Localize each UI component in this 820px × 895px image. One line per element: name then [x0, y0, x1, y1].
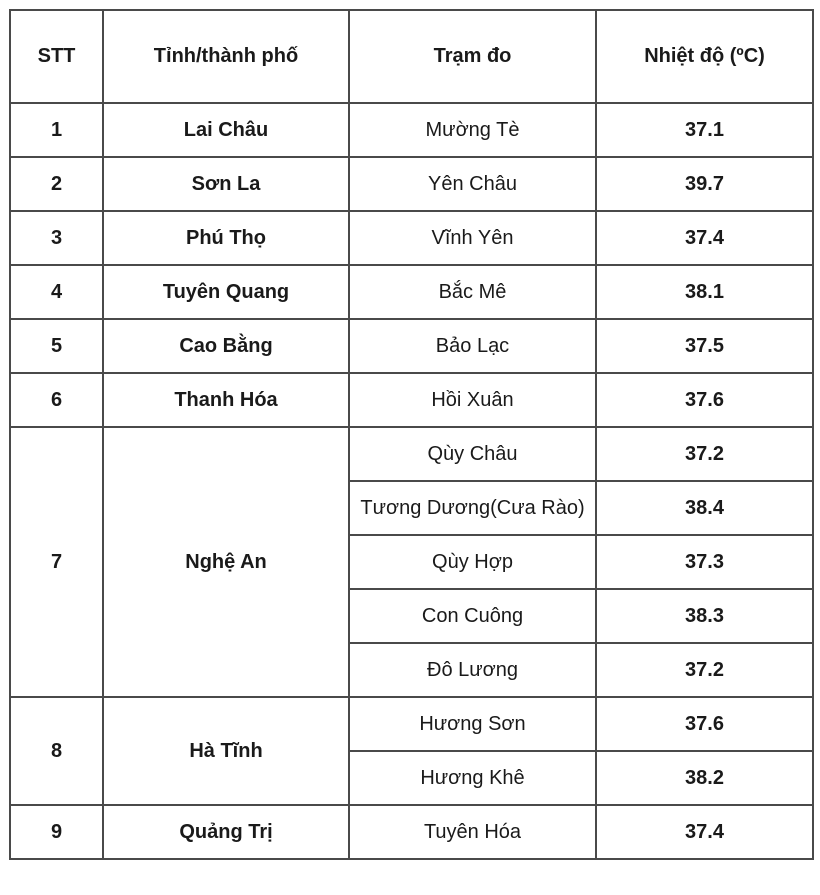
table-row: [10, 157, 813, 211]
header-station: Trạm đo: [349, 10, 596, 103]
table-row: [10, 373, 813, 427]
cell-temperature: 37.1: [596, 103, 813, 157]
cell-province: Nghệ An: [103, 427, 349, 697]
cell-stt: 9: [10, 805, 103, 859]
cell-temperature: 37.2: [596, 427, 813, 481]
cell-stt: 4: [10, 265, 103, 319]
cell-temperature: 38.4: [596, 481, 813, 535]
cell-temperature: 37.4: [596, 805, 813, 859]
cell-station: Qùy Châu: [349, 427, 596, 481]
cell-station: Đô Lương: [349, 643, 596, 697]
cell-province: Phú Thọ: [103, 211, 349, 265]
cell-temperature: 38.1: [596, 265, 813, 319]
table-row: [10, 805, 813, 859]
cell-stt: 5: [10, 319, 103, 373]
cell-station: Con Cuông: [349, 589, 596, 643]
cell-temperature: 39.7: [596, 157, 813, 211]
header-row: [10, 10, 813, 103]
cell-station: Bắc Mê: [349, 265, 596, 319]
cell-province: Cao Bằng: [103, 319, 349, 373]
cell-temperature: 37.3: [596, 535, 813, 589]
cell-province: Hà Tĩnh: [103, 697, 349, 805]
cell-stt: 1: [10, 103, 103, 157]
cell-stt: 8: [10, 697, 103, 805]
cell-station: Tương Dương(Cưa Rào): [349, 481, 596, 535]
cell-province: Thanh Hóa: [103, 373, 349, 427]
cell-station: Yên Châu: [349, 157, 596, 211]
table-row: [10, 319, 813, 373]
cell-station: Vĩnh Yên: [349, 211, 596, 265]
header-province: Tỉnh/thành phố: [103, 10, 349, 103]
cell-temperature: 37.4: [596, 211, 813, 265]
temperature-table: [9, 9, 814, 860]
cell-station: Hương Khê: [349, 751, 596, 805]
cell-province: Quảng Trị: [103, 805, 349, 859]
header-temperature: Nhiệt độ (ºC): [596, 10, 813, 103]
table-row: [10, 427, 813, 481]
table-row: [10, 211, 813, 265]
table-row: [10, 103, 813, 157]
cell-stt: 7: [10, 427, 103, 697]
cell-temperature: 38.3: [596, 589, 813, 643]
cell-province: Tuyên Quang: [103, 265, 349, 319]
cell-stt: 2: [10, 157, 103, 211]
cell-stt: 3: [10, 211, 103, 265]
cell-station: Hương Sơn: [349, 697, 596, 751]
table-row: [10, 265, 813, 319]
cell-station: Hồi Xuân: [349, 373, 596, 427]
cell-temperature: 37.6: [596, 373, 813, 427]
cell-station: Mường Tè: [349, 103, 596, 157]
cell-temperature: 37.5: [596, 319, 813, 373]
cell-province: Sơn La: [103, 157, 349, 211]
cell-temperature: 37.2: [596, 643, 813, 697]
table-body: [10, 103, 813, 859]
table-header: [10, 10, 813, 103]
cell-station: Bảo Lạc: [349, 319, 596, 373]
temperature-table-container: [9, 9, 812, 860]
cell-station: Qùy Hợp: [349, 535, 596, 589]
cell-province: Lai Châu: [103, 103, 349, 157]
cell-station: Tuyên Hóa: [349, 805, 596, 859]
cell-stt: 6: [10, 373, 103, 427]
cell-temperature: 38.2: [596, 751, 813, 805]
table-row: [10, 697, 813, 751]
cell-temperature: 37.6: [596, 697, 813, 751]
header-stt: STT: [10, 10, 103, 103]
